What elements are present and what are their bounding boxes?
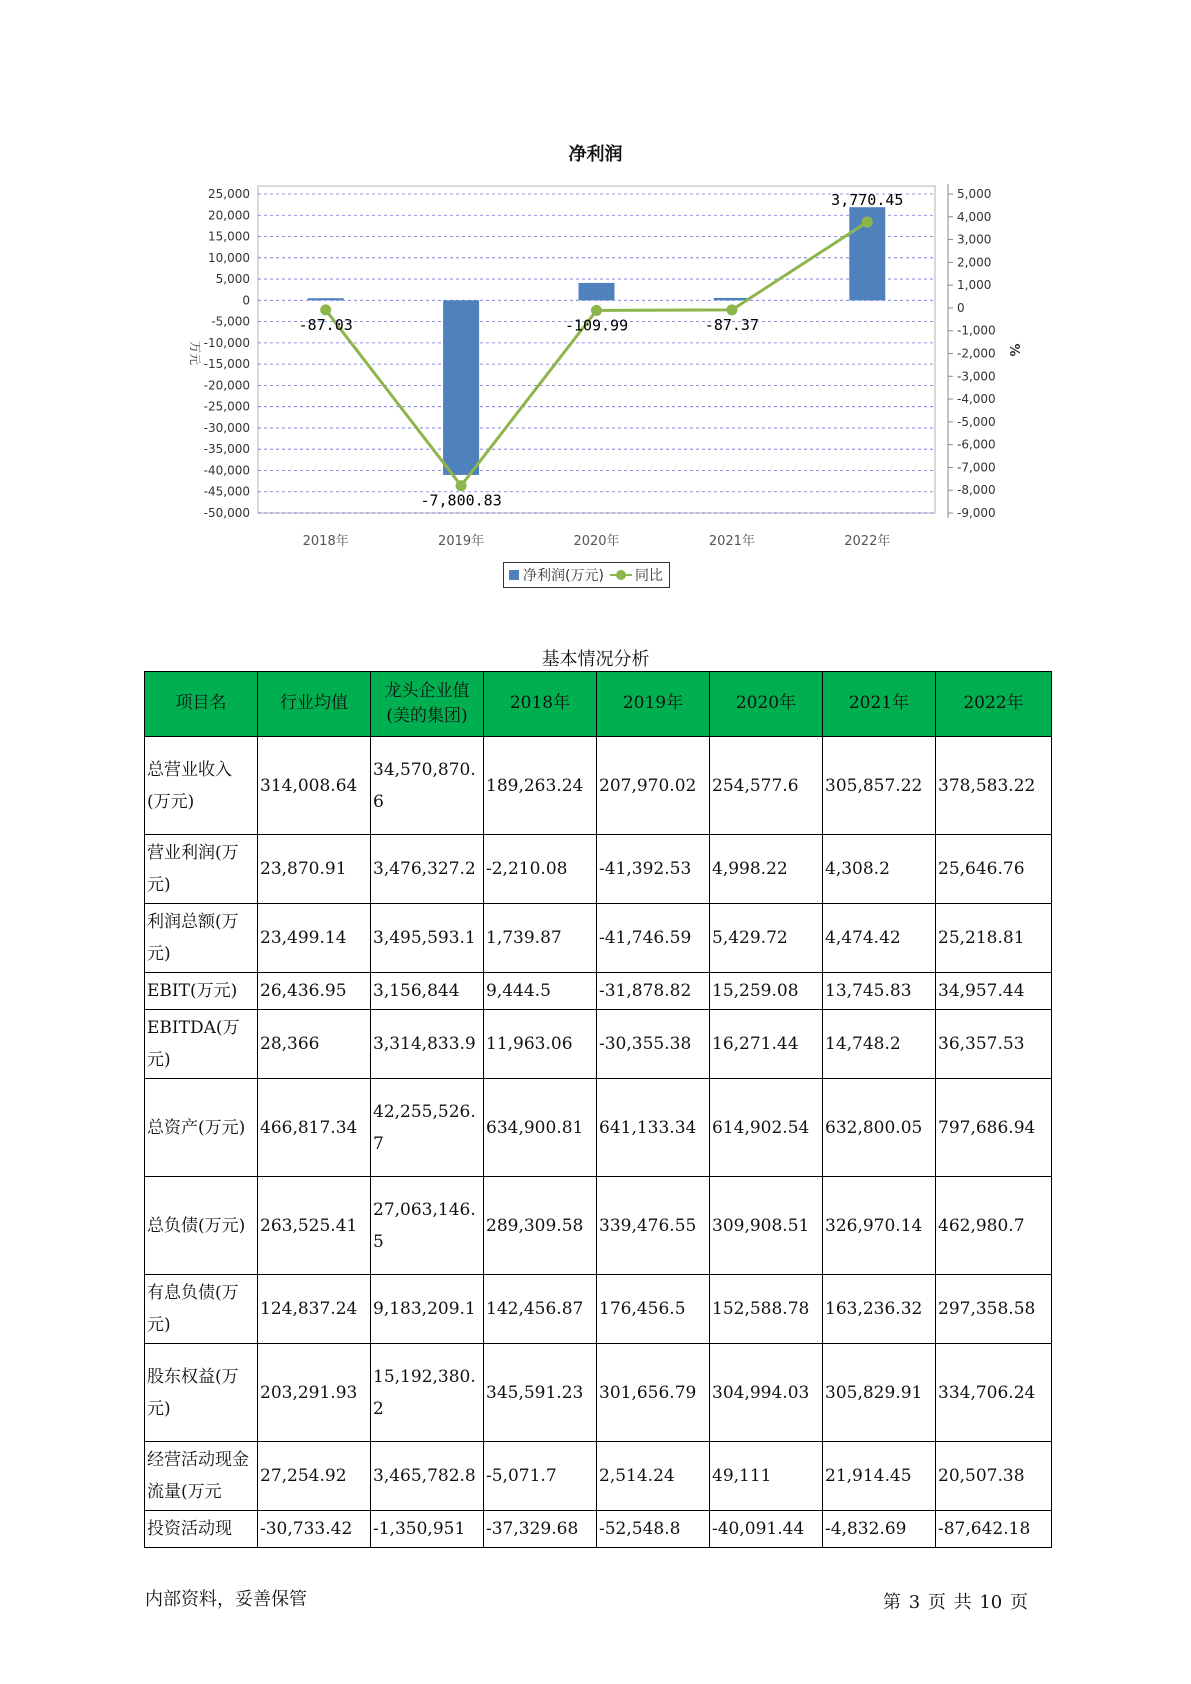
- yoy-data-label: 3,770.45: [831, 191, 904, 210]
- value-cell: [258, 1079, 371, 1177]
- value-cell: [710, 973, 823, 1010]
- table-row-total-profit: [145, 904, 1052, 973]
- y-tick-label: -15,000: [203, 357, 250, 372]
- row-label-cell: [145, 973, 258, 1010]
- cell-value: -30,733.42: [260, 1519, 353, 1539]
- row-label: 投资活动现: [147, 1519, 232, 1539]
- value-cell: [936, 1442, 1052, 1511]
- cell-value: 263,525.41: [260, 1215, 358, 1236]
- cell-value: -40,091.44: [712, 1519, 805, 1539]
- row-label-cell: [145, 1079, 258, 1177]
- value-cell: [936, 1511, 1052, 1548]
- y-tick-label: -35,000: [203, 442, 250, 457]
- plot-area: [258, 186, 935, 513]
- y-tick-label: -10,000: [203, 335, 250, 350]
- value-cell: [484, 1079, 597, 1177]
- cell-value: -5,071.7: [486, 1466, 557, 1486]
- value-cell: [371, 973, 484, 1010]
- cell-value: 49,111: [712, 1466, 772, 1486]
- cell-value: 466,817.34: [260, 1117, 358, 1138]
- x-tick-label: 2021年: [708, 534, 755, 549]
- cell-value: -2,210.08: [486, 859, 568, 879]
- y-tick-label: 0: [242, 293, 250, 308]
- value-cell: [936, 1344, 1052, 1442]
- cell-value: 4,308.2: [825, 859, 890, 879]
- cell-value: 297,358.58: [938, 1299, 1036, 1319]
- cell-value: 797,686.94: [938, 1117, 1036, 1138]
- value-cell: [823, 1079, 936, 1177]
- y-tick-label: 10,000: [208, 250, 250, 265]
- footer-confidential-note: 内部资料，妥善保管: [145, 1589, 307, 1610]
- cell-value: 301,656.79: [599, 1382, 697, 1403]
- value-cell: [597, 835, 710, 904]
- cell-value: 254,577.6: [712, 775, 799, 796]
- cell-value: 34,957.44: [938, 981, 1025, 1001]
- value-cell: [823, 737, 936, 835]
- cell-value: 339,476.55: [599, 1215, 697, 1236]
- row-label-cell: [145, 1010, 258, 1079]
- value-cell: [371, 1177, 484, 1275]
- value-cell: [936, 1010, 1052, 1079]
- value-cell: [710, 904, 823, 973]
- cell-value: 2,514.24: [599, 1466, 675, 1486]
- value-cell: [823, 1275, 936, 1344]
- value-cell: [371, 835, 484, 904]
- header-leader-value: 龙头企业值(美的集团): [371, 672, 484, 737]
- header-2022: 2022年: [936, 672, 1052, 737]
- value-cell: [823, 904, 936, 973]
- y-tick-label: -25,000: [203, 399, 250, 414]
- cell-value: 309,908.51: [712, 1215, 810, 1236]
- table-row-total-assets: [145, 1079, 1052, 1177]
- cell-value: 25,646.76: [938, 859, 1025, 879]
- value-cell: [484, 737, 597, 835]
- value-cell: [371, 737, 484, 835]
- y2-tick-label: -5,000: [957, 414, 996, 429]
- value-cell: [936, 1275, 1052, 1344]
- cell-value: 13,745.83: [825, 981, 912, 1001]
- cell-value: -4,832.69: [825, 1519, 907, 1539]
- value-cell: [258, 904, 371, 973]
- value-cell: [484, 1010, 597, 1079]
- value-cell: [936, 1177, 1052, 1275]
- cell-value: 345,591.23: [486, 1382, 584, 1403]
- net-profit-bar: [443, 300, 479, 475]
- value-cell: [823, 1442, 936, 1511]
- value-cell: [710, 1511, 823, 1548]
- value-cell: [936, 904, 1052, 973]
- value-cell: [710, 1275, 823, 1344]
- row-label: EBIT(万元): [147, 981, 238, 1001]
- cell-value: 152,588.78: [712, 1299, 810, 1319]
- row-label: 股东权益(万元): [147, 1366, 239, 1419]
- row-label-cell: [145, 737, 258, 835]
- row-label: 利润总额(万元): [147, 912, 239, 964]
- value-cell: [258, 835, 371, 904]
- y2-tick-label: 0: [957, 300, 965, 315]
- cell-value: 634,900.81: [486, 1117, 584, 1138]
- y2-tick-label: -9,000: [957, 506, 996, 520]
- value-cell: [484, 1511, 597, 1548]
- chart-legend: [503, 562, 670, 588]
- cell-value: 207,970.02: [599, 775, 697, 796]
- net-profit-bar: [308, 298, 344, 300]
- table-row-total-revenue: [145, 737, 1052, 835]
- y2-tick-label: -8,000: [957, 483, 996, 498]
- y2-tick-label: -2,000: [957, 346, 996, 361]
- cell-value: 163,236.32: [825, 1299, 923, 1319]
- cell-value: 16,271.44: [712, 1034, 799, 1054]
- value-cell: [371, 904, 484, 973]
- value-cell: [258, 1275, 371, 1344]
- table-row-ebitda: [145, 1010, 1052, 1079]
- row-label-cell: [145, 1177, 258, 1275]
- value-cell: [258, 1177, 371, 1275]
- value-cell: [597, 1010, 710, 1079]
- cell-value: 4,474.42: [825, 928, 901, 948]
- table-row-investing-cash-flow: [145, 1511, 1052, 1548]
- value-cell: [484, 973, 597, 1010]
- value-cell: [936, 737, 1052, 835]
- table-row-ebit: [145, 973, 1052, 1010]
- row-label-cell: [145, 1442, 258, 1511]
- header-industry-avg: 行业均值: [258, 672, 371, 737]
- legend-line-swatch: [610, 569, 632, 581]
- yoy-data-label: -109.99: [564, 316, 629, 335]
- x-tick-label: 2022年: [844, 534, 891, 549]
- row-label: 经营活动现金流量(万元: [147, 1450, 249, 1502]
- cell-value: 3,156,844: [373, 981, 460, 1001]
- value-cell: [484, 1344, 597, 1442]
- y2-tick-label: 2,000: [957, 255, 992, 270]
- value-cell: [823, 835, 936, 904]
- table-row-operating-profit: [145, 835, 1052, 904]
- value-cell: [823, 1177, 936, 1275]
- cell-value: -41,392.53: [599, 859, 692, 879]
- table-header-row: [145, 672, 1052, 737]
- cell-value: 28,366: [260, 1034, 320, 1054]
- cell-value: 334,706.24: [938, 1382, 1036, 1403]
- yoy-data-label: -87.03: [298, 315, 353, 334]
- cell-value: -41,746.59: [599, 928, 692, 948]
- cell-value: 34,570,870.6: [373, 759, 476, 812]
- cell-value: 23,870.91: [260, 859, 347, 879]
- legend-label-net-profit: 净利润(万元): [523, 568, 604, 584]
- cell-value: 20,507.38: [938, 1466, 1025, 1486]
- chart-title: 净利润: [568, 144, 623, 165]
- row-label-cell: [145, 1511, 258, 1548]
- footer-page-number: 第 3 页 共 10 页: [883, 1592, 1028, 1613]
- row-label: EBITDA(万元): [147, 1018, 240, 1070]
- cell-value: 5,429.72: [712, 928, 788, 948]
- cell-value: 27,063,146.5: [373, 1199, 476, 1252]
- y2-tick-label: -6,000: [957, 437, 996, 452]
- y2-tick-label: -7,000: [957, 460, 996, 475]
- value-cell: [597, 1079, 710, 1177]
- cell-value: 632,800.05: [825, 1117, 923, 1138]
- header-2020: 2020年: [710, 672, 823, 737]
- table-body: [145, 737, 1052, 1548]
- cell-value: 3,314,833.9: [373, 1034, 476, 1054]
- cell-value: 3,476,327.2: [373, 859, 476, 879]
- header-2019: 2019年: [597, 672, 710, 737]
- value-cell: [258, 737, 371, 835]
- cell-value: 9,183,209.1: [373, 1299, 476, 1319]
- cell-value: 11,963.06: [486, 1034, 573, 1054]
- value-cell: [484, 1442, 597, 1511]
- cell-value: 305,829.91: [825, 1382, 923, 1403]
- cell-value: 9,444.5: [486, 981, 551, 1001]
- cell-value: 15,259.08: [712, 981, 799, 1001]
- cell-value: 25,218.81: [938, 928, 1025, 948]
- row-label: 总资产(万元): [147, 1117, 246, 1138]
- value-cell: [823, 1010, 936, 1079]
- value-cell: [710, 1344, 823, 1442]
- value-cell: [484, 1275, 597, 1344]
- value-cell: [710, 1177, 823, 1275]
- table-row-shareholder-equity: [145, 1344, 1052, 1442]
- value-cell: [823, 973, 936, 1010]
- value-cell: [258, 1442, 371, 1511]
- cell-value: 23,499.14: [260, 928, 347, 948]
- value-cell: [371, 1010, 484, 1079]
- y-tick-label: -20,000: [203, 378, 250, 393]
- cell-value: 21,914.45: [825, 1466, 912, 1486]
- cell-value: 176,456.5: [599, 1299, 686, 1319]
- y-tick-label: -30,000: [203, 420, 250, 435]
- value-cell: [258, 1010, 371, 1079]
- value-cell: [371, 1275, 484, 1344]
- row-label-cell: [145, 904, 258, 973]
- cell-value: -30,355.38: [599, 1034, 692, 1054]
- value-cell: [823, 1344, 936, 1442]
- value-cell: [484, 1177, 597, 1275]
- value-cell: [258, 1511, 371, 1548]
- value-cell: [710, 835, 823, 904]
- yoy-data-label: -7,800.83: [420, 491, 502, 510]
- value-cell: [710, 1442, 823, 1511]
- header-item-name: 项目名: [145, 672, 258, 737]
- x-tick-label: 2019年: [438, 534, 485, 549]
- y2-tick-label: 5,000: [957, 187, 992, 201]
- cell-value: 26,436.95: [260, 981, 347, 1001]
- value-cell: [371, 1511, 484, 1548]
- cell-value: -37,329.68: [486, 1519, 579, 1539]
- yoy-point: [862, 217, 873, 228]
- cell-value: 142,456.87: [486, 1299, 584, 1319]
- table-row-operating-cash-flow: [145, 1442, 1052, 1511]
- value-cell: [597, 737, 710, 835]
- value-cell: [371, 1344, 484, 1442]
- yoy-data-label: -87.37: [704, 315, 759, 334]
- value-cell: [258, 1344, 371, 1442]
- net-profit-chart: [0, 0, 1191, 620]
- y2-tick-label: -3,000: [957, 369, 996, 384]
- value-cell: [710, 1010, 823, 1079]
- cell-value: 42,255,526.7: [373, 1101, 476, 1154]
- value-cell: [484, 835, 597, 904]
- row-label: 营业利润(万元): [147, 843, 239, 895]
- header-2018: 2018年: [484, 672, 597, 737]
- y-tick-label: 5,000: [215, 272, 250, 287]
- row-label: 总营业收入(万元): [147, 759, 232, 812]
- cell-value: 189,263.24: [486, 775, 584, 796]
- cell-value: 304,994.03: [712, 1382, 810, 1403]
- y-tick-label: 25,000: [208, 187, 250, 201]
- cell-value: 36,357.53: [938, 1034, 1025, 1054]
- y-tick-label: -50,000: [203, 506, 250, 520]
- value-cell: [484, 904, 597, 973]
- y-axis-title: 万元: [188, 340, 202, 366]
- value-cell: [597, 973, 710, 1010]
- value-cell: [258, 973, 371, 1010]
- y-tick-label: 20,000: [208, 208, 250, 223]
- y-tick-label: -5,000: [211, 314, 250, 329]
- value-cell: [936, 973, 1052, 1010]
- value-cell: [597, 1275, 710, 1344]
- row-label: 总负债(万元): [147, 1215, 246, 1236]
- cell-value: 203,291.93: [260, 1382, 358, 1403]
- cell-value: 641,133.34: [599, 1117, 697, 1138]
- cell-value: 27,254.92: [260, 1466, 347, 1486]
- value-cell: [936, 1079, 1052, 1177]
- value-cell: [371, 1079, 484, 1177]
- cell-value: -1,350,951: [373, 1519, 466, 1539]
- cell-value: 289,309.58: [486, 1215, 584, 1236]
- legend-bar-swatch: [509, 570, 519, 580]
- value-cell: [597, 1344, 710, 1442]
- cell-value: 1,739.87: [486, 928, 562, 948]
- y-tick-label: -40,000: [203, 463, 250, 478]
- yoy-point: [456, 480, 467, 491]
- value-cell: [710, 737, 823, 835]
- cell-value: -31,878.82: [599, 981, 692, 1001]
- yoy-point: [726, 304, 737, 315]
- y-tick-label: 15,000: [208, 229, 250, 244]
- legend-label-yoy: 同比: [634, 568, 663, 584]
- y-tick-label: -45,000: [203, 484, 250, 499]
- value-cell: [710, 1079, 823, 1177]
- y2-tick-label: -1,000: [957, 323, 996, 338]
- value-cell: [597, 1511, 710, 1548]
- row-label: 有息负债(万元): [147, 1283, 239, 1335]
- value-cell: [371, 1442, 484, 1511]
- cell-value: 15,192,380.2: [373, 1366, 476, 1419]
- table-caption: 基本情况分析: [541, 649, 650, 670]
- header-2021: 2021年: [823, 672, 936, 737]
- x-tick-label: 2018年: [302, 534, 349, 549]
- row-label-cell: [145, 1275, 258, 1344]
- cell-value: 314,008.64: [260, 775, 358, 796]
- table-row-total-liabilities: [145, 1177, 1052, 1275]
- value-cell: [597, 904, 710, 973]
- row-label-cell: [145, 835, 258, 904]
- value-cell: [597, 1177, 710, 1275]
- y2-tick-label: 1,000: [957, 278, 992, 293]
- cell-value: 3,465,782.8: [373, 1466, 476, 1486]
- cell-value: 124,837.24: [260, 1299, 358, 1319]
- table-row-interest-bearing-debt: [145, 1275, 1052, 1344]
- yoy-point: [591, 305, 602, 316]
- cell-value: 326,970.14: [825, 1215, 923, 1236]
- basic-analysis-table: [144, 671, 1052, 1548]
- cell-value: 462,980.7: [938, 1215, 1025, 1236]
- x-tick-label: 2020年: [573, 534, 620, 549]
- y2-tick-label: 4,000: [957, 209, 992, 224]
- yoy-point: [320, 304, 331, 315]
- y2-tick-label: 3,000: [957, 232, 992, 247]
- value-cell: [823, 1511, 936, 1548]
- cell-value: -52,548.8: [599, 1519, 681, 1539]
- cell-value: 14,748.2: [825, 1034, 901, 1054]
- value-cell: [936, 835, 1052, 904]
- cell-value: 305,857.22: [825, 775, 923, 796]
- y2-axis-title: %: [1006, 343, 1021, 357]
- row-label-cell: [145, 1344, 258, 1442]
- y2-tick-label: -4,000: [957, 392, 996, 407]
- cell-value: 4,998.22: [712, 859, 788, 879]
- net-profit-bar: [579, 283, 615, 300]
- cell-value: 614,902.54: [712, 1117, 810, 1138]
- value-cell: [597, 1442, 710, 1511]
- cell-value: 378,583.22: [938, 775, 1036, 796]
- cell-value: -87,642.18: [938, 1519, 1031, 1539]
- cell-value: 3,495,593.1: [373, 928, 476, 948]
